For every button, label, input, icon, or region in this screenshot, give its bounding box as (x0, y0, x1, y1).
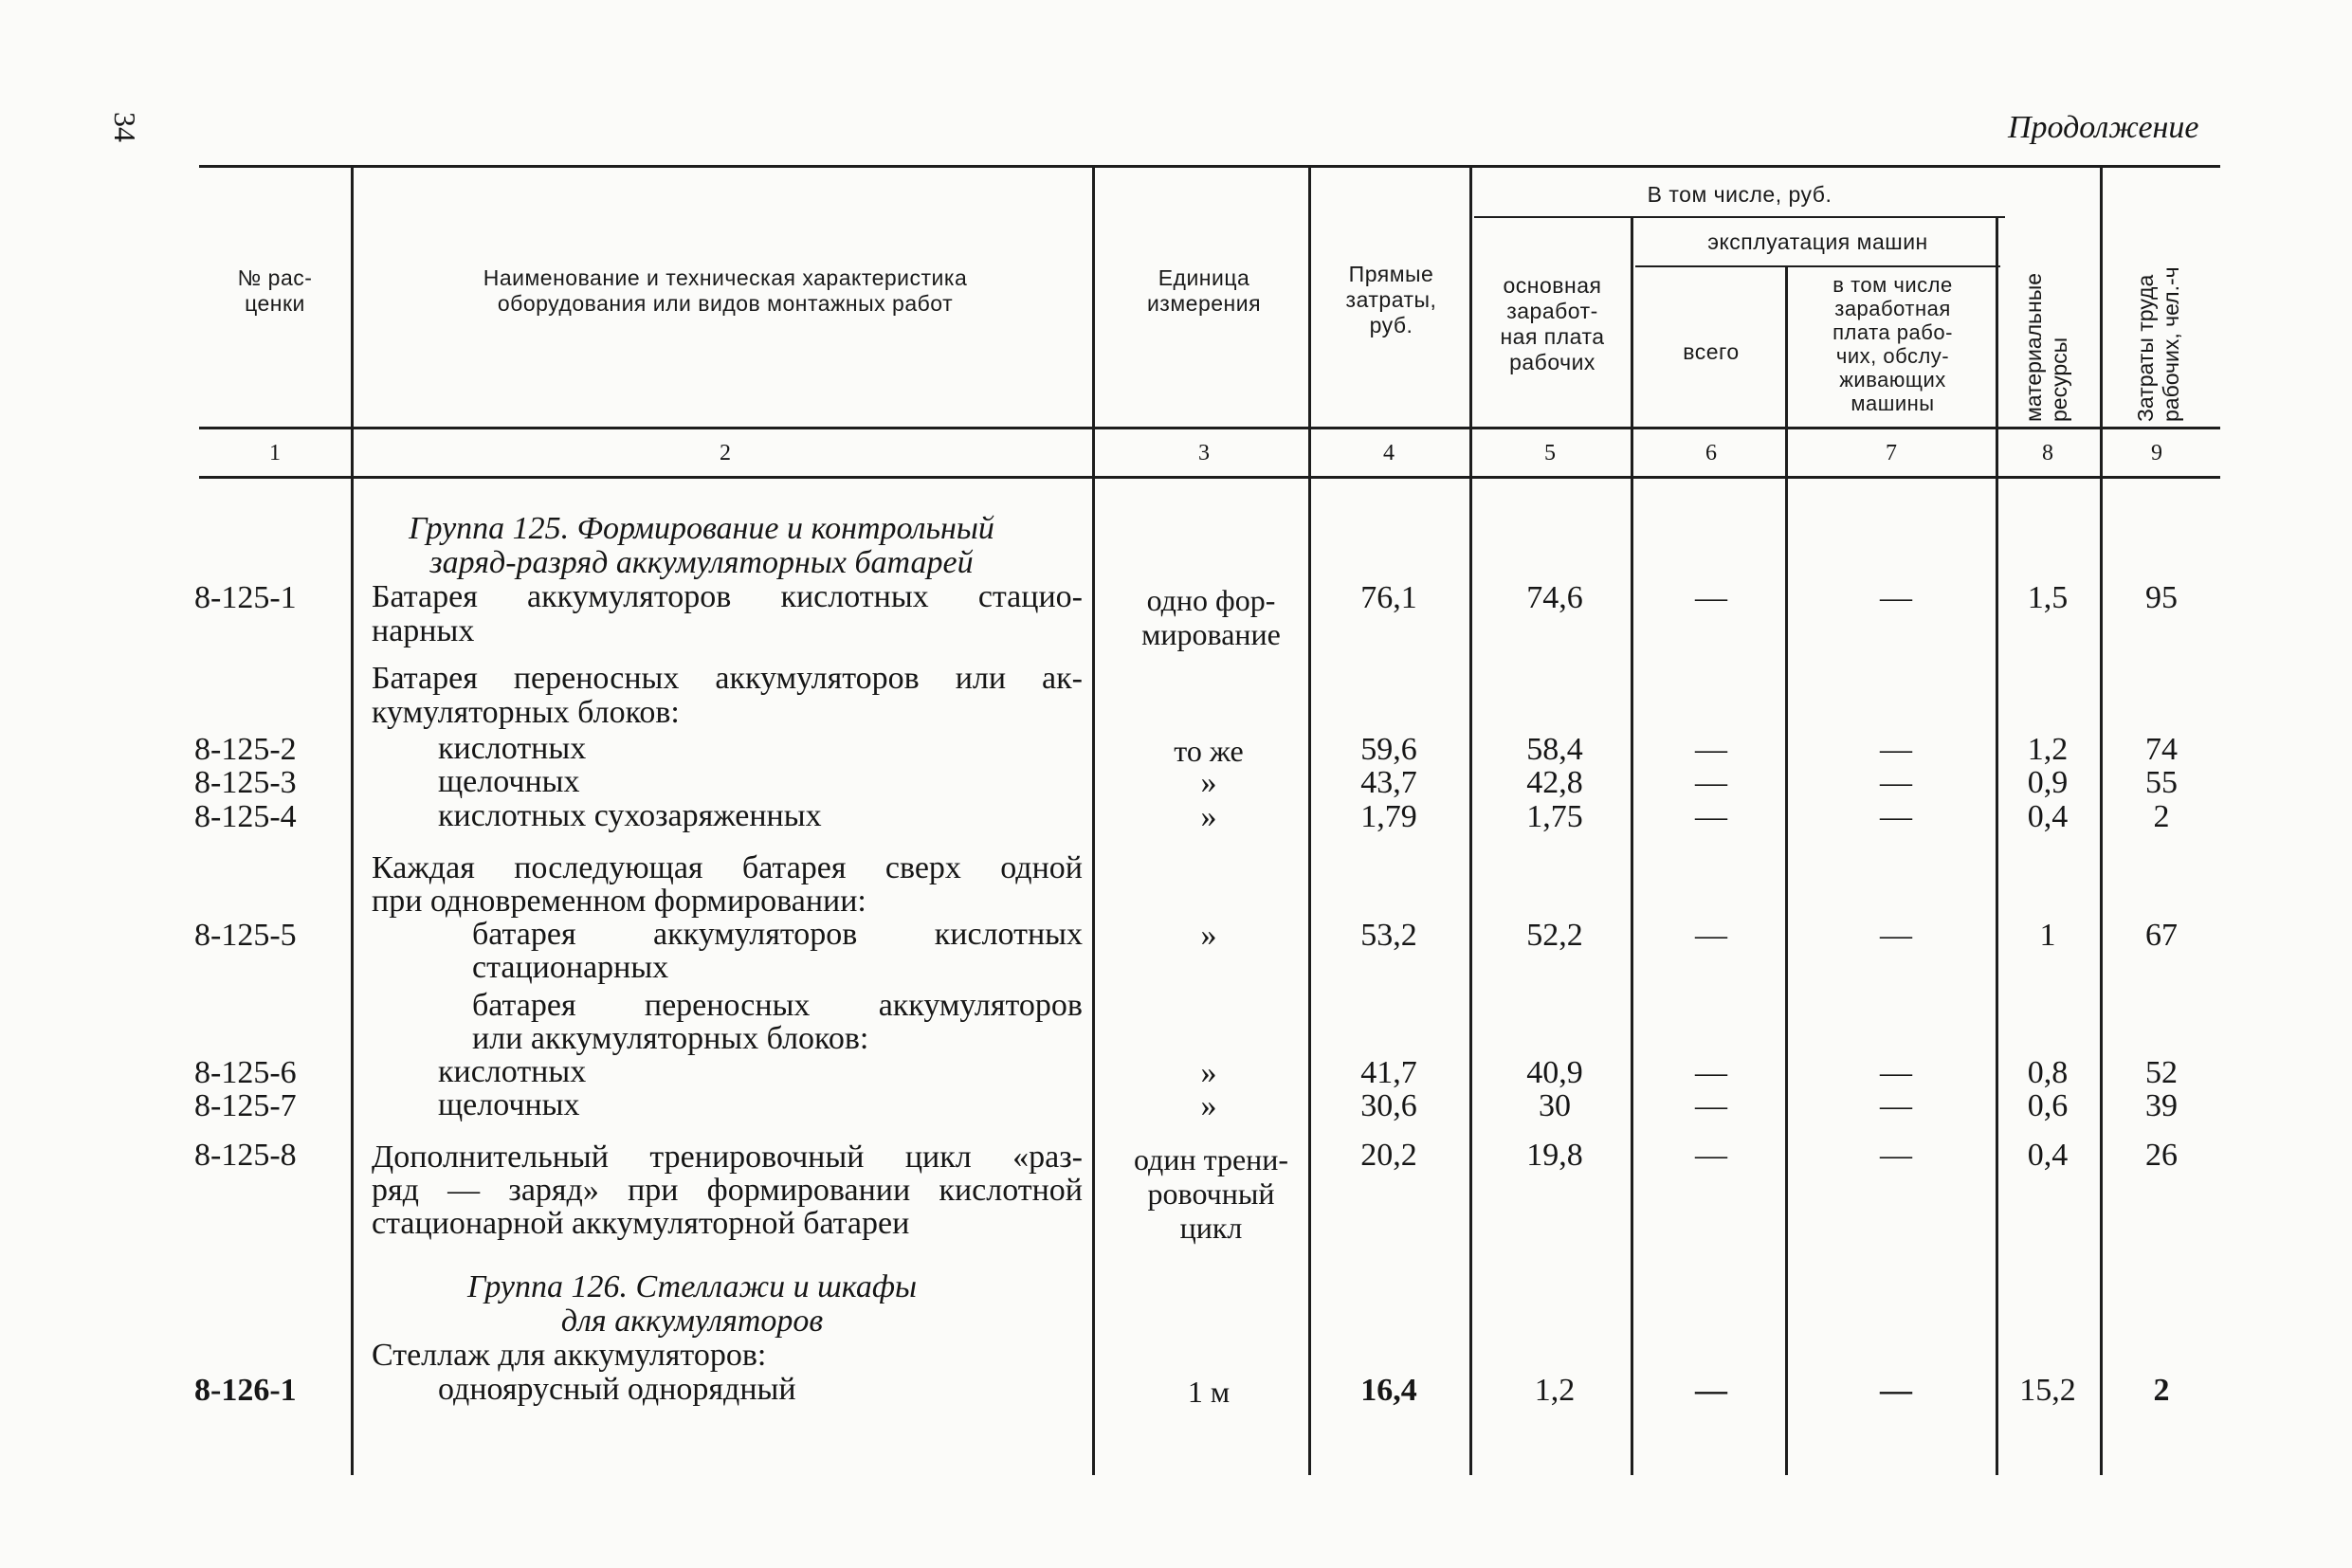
header-col6: всего (1683, 339, 1740, 364)
value-machines-wages: — (1880, 580, 1912, 615)
value-wages: 58,4 (1526, 732, 1583, 767)
header-col8: материальные ресурсы (2021, 272, 2071, 422)
value-machines-wages: — (1880, 1088, 1912, 1123)
value-wages: 1,75 (1526, 799, 1583, 834)
page-number: 34 (108, 112, 142, 142)
value-wages: 30 (1539, 1088, 1571, 1123)
value-machines-wages: — (1880, 1373, 1912, 1408)
continuation-label: Продолжение (2008, 110, 2199, 145)
row-name: стационарной аккумуляторной батареи (372, 1206, 910, 1241)
row-code: 8-125-5 (194, 918, 297, 953)
header-group-incl: В том числе, руб. (1647, 182, 1832, 207)
col-divider (1092, 167, 1095, 1475)
value-wages: 52,2 (1526, 918, 1583, 953)
value-direct-costs: 1,79 (1360, 799, 1417, 834)
col-divider (1996, 216, 1998, 1475)
value-machines-wages: — (1880, 732, 1912, 767)
value-machines-total: — (1695, 799, 1727, 834)
value-labor: 95 (2145, 580, 2178, 615)
row-name: Дополнительный тренировочный цикл «раз- (372, 1140, 1083, 1175)
row-unit: одно фор- мирование (1141, 583, 1281, 651)
row-code: 8-125-6 (194, 1055, 297, 1090)
value-machines-total: — (1695, 918, 1727, 953)
value-machines-total: — (1695, 580, 1727, 615)
col-divider (1631, 216, 1633, 1475)
value-labor: 2 (2153, 799, 2170, 834)
row-intro: Батарея переносных аккумуляторов или ак- (372, 661, 1083, 696)
value-machines-wages: — (1880, 918, 1912, 953)
header-col4: Прямые затраты, руб. (1345, 262, 1437, 337)
col-divider (1785, 267, 1788, 1475)
row-unit: один трени- ровочный цикл (1133, 1142, 1289, 1245)
value-direct-costs: 30,6 (1360, 1088, 1417, 1123)
top-rule (199, 165, 2220, 168)
row-intro: Каждая последующая батарея сверх одной (372, 850, 1083, 885)
value-direct-costs: 53,2 (1360, 918, 1417, 953)
row-unit: » (1200, 799, 1217, 834)
row-name: одноярусный однорядный (438, 1372, 796, 1407)
row-code: 8-125-8 (194, 1138, 297, 1173)
value-labor: 2 (2153, 1373, 2170, 1408)
value-materials: 0,6 (2027, 1088, 2069, 1123)
col-number: 1 (269, 441, 281, 465)
row-intro: при одновременном формировании: (372, 884, 866, 919)
col-number: 9 (2151, 441, 2162, 465)
header-col2: Наименование и техническая характеристика оборудования или видов монтажных работ (483, 265, 968, 316)
col-divider (1469, 167, 1472, 1475)
row-code: 8-126-1 (194, 1373, 297, 1408)
row-name: стационарных (472, 950, 669, 985)
col-divider (351, 167, 354, 1475)
machines-rule (1635, 265, 2000, 267)
row-name: щелочных (438, 764, 580, 799)
value-wages: 40,9 (1526, 1055, 1583, 1090)
header-col9: Затраты труда рабочих, чел.-ч (2133, 266, 2183, 422)
col-number: 4 (1383, 441, 1395, 465)
header-col5: основная заработ- ная плата рабочих (1500, 273, 1605, 374)
value-materials: 0,8 (2027, 1055, 2069, 1090)
value-labor: 74 (2145, 732, 2178, 767)
header-bottom-rule (199, 427, 2220, 429)
group-126-title: Группа 126. Стеллажи и шкафы для аккумуляторов (466, 1269, 918, 1339)
value-direct-costs: 20,2 (1360, 1138, 1417, 1173)
row-intro: Стеллаж для аккумуляторов: (372, 1338, 767, 1373)
value-direct-costs: 59,6 (1360, 732, 1417, 767)
row-code: 8-125-1 (194, 580, 297, 615)
value-materials: 1,2 (2027, 732, 2069, 767)
row-unit: то же (1174, 734, 1244, 768)
col-number: 5 (1544, 441, 1556, 465)
row-code: 8-125-4 (194, 799, 297, 834)
value-labor: 67 (2145, 918, 2178, 953)
value-labor: 26 (2145, 1138, 2178, 1173)
header-col7: в том числе заработная плата рабо- чих, обслу- живающих машины (1832, 273, 1953, 415)
value-direct-costs: 16,4 (1360, 1373, 1417, 1408)
value-machines-total: — (1695, 1373, 1727, 1408)
row-name: батарея аккумуляторов кислотных (472, 917, 1083, 952)
row-unit: » (1200, 1088, 1217, 1123)
row-intro: кумуляторных блоков: (372, 695, 680, 730)
value-machines-total: — (1695, 765, 1727, 800)
row-intro: батарея переносных аккумуляторов (472, 988, 1083, 1023)
value-direct-costs: 43,7 (1360, 765, 1417, 800)
value-materials: 0,4 (2027, 1138, 2069, 1173)
col-number: 8 (2042, 441, 2053, 465)
col-number: 7 (1886, 441, 1897, 465)
incl-rule (1474, 216, 2005, 218)
value-machines-wages: — (1880, 799, 1912, 834)
value-materials: 0,4 (2027, 799, 2069, 834)
row-name: щелочных (438, 1087, 580, 1122)
value-labor: 55 (2145, 765, 2178, 800)
value-materials: 1,5 (2027, 580, 2069, 615)
row-unit: » (1200, 765, 1217, 800)
row-name: кислотных сухозаряженных (438, 798, 822, 833)
row-unit: » (1200, 918, 1217, 953)
col-number: 6 (1705, 441, 1717, 465)
row-name: нарных (372, 613, 475, 648)
row-unit: 1 м (1187, 1375, 1231, 1409)
row-intro: или аккумуляторных блоков: (472, 1021, 869, 1056)
col-divider (2100, 167, 2103, 1475)
row-code: 8-125-2 (194, 732, 297, 767)
row-code: 8-125-7 (194, 1088, 297, 1123)
value-wages: 74,6 (1526, 580, 1583, 615)
value-labor: 39 (2145, 1088, 2178, 1123)
value-machines-wages: — (1880, 765, 1912, 800)
header-machines: эксплуатация машин (1707, 229, 1928, 254)
row-name: кислотных (438, 1054, 587, 1089)
col-number: 2 (720, 441, 731, 465)
header-col1: № рас- ценки (237, 265, 313, 316)
value-machines-total: — (1695, 732, 1727, 767)
row-name: ряд — заряд» при формировании кислотной (372, 1173, 1083, 1208)
header-col3: Единица измерения (1146, 265, 1262, 316)
row-code: 8-125-3 (194, 765, 297, 800)
value-wages: 42,8 (1526, 765, 1583, 800)
value-wages: 1,2 (1534, 1373, 1576, 1408)
value-machines-total: — (1695, 1088, 1727, 1123)
col-number: 3 (1198, 441, 1210, 465)
value-machines-total: — (1695, 1055, 1727, 1090)
value-wages: 19,8 (1526, 1138, 1583, 1173)
value-direct-costs: 76,1 (1360, 580, 1417, 615)
value-materials: 0,9 (2027, 765, 2069, 800)
group-125-title: Группа 125. Формирование и контрольный заряд-разряд аккумуляторных батарей (409, 511, 994, 580)
value-materials: 1 (2039, 918, 2056, 953)
row-name: кислотных (438, 731, 587, 766)
numbers-bottom-rule (199, 476, 2220, 479)
value-machines-wages: — (1880, 1138, 1912, 1173)
value-machines-total: — (1695, 1138, 1727, 1173)
value-materials: 15,2 (2019, 1373, 2076, 1408)
row-name: Батарея аккумуляторов кислотных стацио- (372, 579, 1083, 614)
row-unit: » (1200, 1055, 1217, 1090)
value-labor: 52 (2145, 1055, 2178, 1090)
value-machines-wages: — (1880, 1055, 1912, 1090)
value-direct-costs: 41,7 (1360, 1055, 1417, 1090)
